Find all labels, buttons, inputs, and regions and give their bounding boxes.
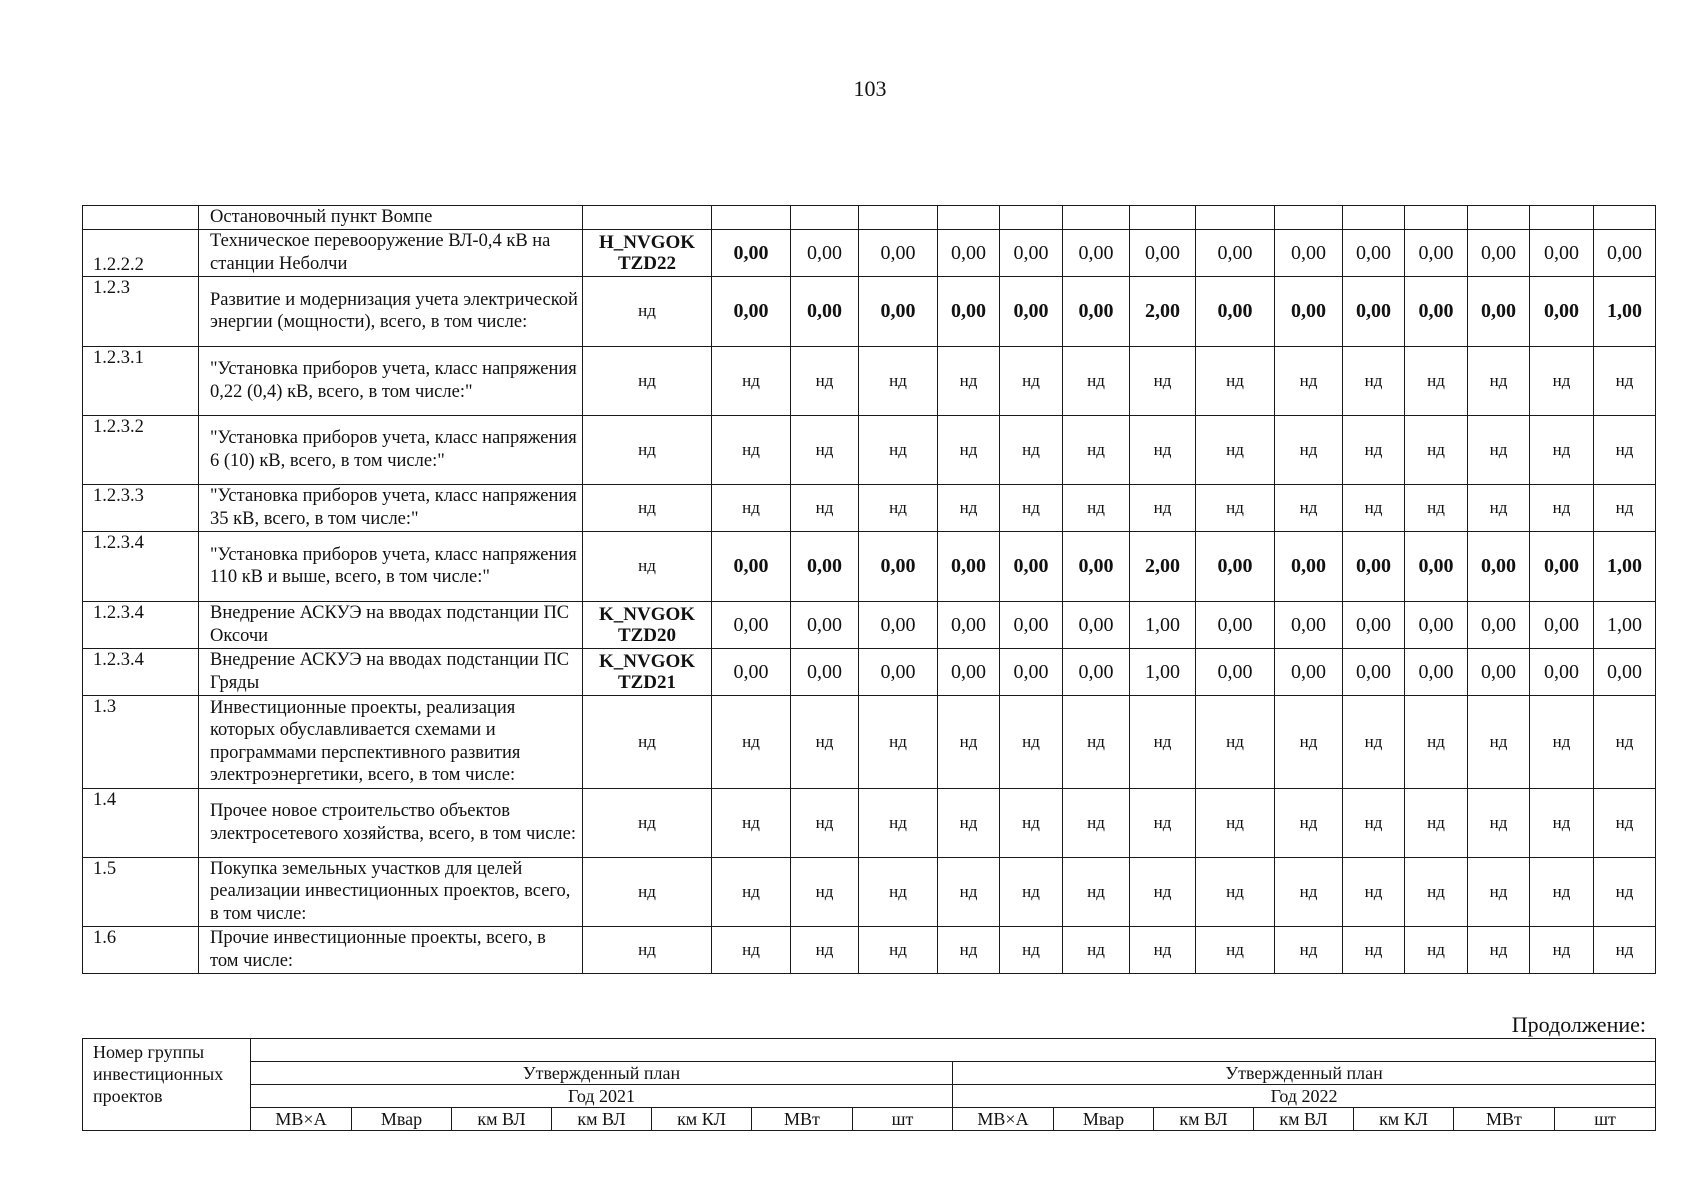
value-cell: 0,00 (1405, 601, 1468, 648)
value-cell: 0,00 (1063, 229, 1130, 276)
value-cell: нд (1196, 346, 1275, 415)
value-cell: нд (712, 926, 791, 973)
value-cell: нд (938, 857, 1000, 926)
value-cell: нд (1468, 788, 1530, 857)
value-cell: нд (1405, 788, 1468, 857)
row-number-cell: 1.2.3.4 (83, 601, 199, 648)
value-cell (1063, 206, 1130, 230)
value-cell: 0,00 (1530, 276, 1594, 346)
value-cell: нд (1343, 346, 1405, 415)
value-cell (859, 206, 938, 230)
value-cell: нд (1275, 788, 1343, 857)
value-cell: 1,00 (1594, 531, 1656, 601)
value-cell: 0,00 (938, 276, 1000, 346)
unit-header: МВт (752, 1108, 853, 1131)
row-number-cell: 1.2.3.4 (83, 648, 199, 695)
project-code-cell: нд (583, 415, 712, 484)
value-cell: нд (1063, 346, 1130, 415)
value-cell: нд (1063, 484, 1130, 531)
value-cell: нд (1405, 415, 1468, 484)
value-cell: 0,00 (1343, 229, 1405, 276)
value-cell: нд (1594, 346, 1656, 415)
project-code-cell: нд (583, 531, 712, 601)
value-cell: нд (1594, 695, 1656, 788)
unit-header: км ВЛ (452, 1108, 552, 1131)
project-code-cell: нд (583, 857, 712, 926)
value-cell: 0,00 (791, 229, 859, 276)
value-cell: нд (859, 857, 938, 926)
table-row (83, 788, 1656, 857)
value-cell: 0,00 (1343, 648, 1405, 695)
plan-2021-label: Утвержденный план (251, 1062, 953, 1085)
value-cell: 0,00 (1468, 648, 1530, 695)
value-cell: 0,00 (938, 601, 1000, 648)
value-cell: 0,00 (1130, 229, 1196, 276)
value-cell: нд (1130, 788, 1196, 857)
value-cell: нд (1594, 857, 1656, 926)
row-number-cell: 1.6 (83, 926, 199, 973)
project-name-cell: "Установка приборов учета, класс напряжения 0,22 (0,4) кВ, всего, в том числе:" (199, 346, 583, 415)
value-cell: нд (1063, 695, 1130, 788)
value-cell: 0,00 (938, 229, 1000, 276)
value-cell: нд (859, 484, 938, 531)
group-number-header: Номер группы инвестиционных проектов (83, 1039, 251, 1131)
unit-header: шт (1555, 1108, 1656, 1131)
value-cell: нд (1000, 857, 1063, 926)
value-cell: 0,00 (1000, 601, 1063, 648)
value-cell: нд (1405, 695, 1468, 788)
value-cell: нд (1130, 415, 1196, 484)
value-cell: нд (1196, 695, 1275, 788)
row-number-cell: 1.2.3.4 (83, 531, 199, 601)
value-cell: нд (1000, 415, 1063, 484)
value-cell: 1,00 (1130, 648, 1196, 695)
value-cell: 0,00 (1405, 531, 1468, 601)
value-cell: 0,00 (859, 276, 938, 346)
value-cell: нд (1275, 346, 1343, 415)
value-cell (1468, 206, 1530, 230)
value-cell: 0,00 (1530, 648, 1594, 695)
year-2021-label: Год 2021 (251, 1085, 953, 1108)
value-cell: 2,00 (1130, 531, 1196, 601)
value-cell: 0,00 (1275, 601, 1343, 648)
value-cell: 0,00 (859, 531, 938, 601)
value-cell: нд (712, 415, 791, 484)
value-cell: 0,00 (791, 601, 859, 648)
value-cell: нд (1063, 415, 1130, 484)
value-cell (1405, 206, 1468, 230)
value-cell: нд (1196, 484, 1275, 531)
value-cell: 0,00 (712, 648, 791, 695)
value-cell: нд (712, 788, 791, 857)
value-cell: нд (1130, 926, 1196, 973)
value-cell: нд (1196, 415, 1275, 484)
project-code-cell (583, 206, 712, 230)
table-row (83, 229, 1656, 276)
value-cell: 0,00 (1000, 229, 1063, 276)
project-name-cell: Покупка земельных участков для целей реализации инвестиционных проектов, всего, в том числе: (199, 857, 583, 926)
plan-2022-label: Утвержденный план (953, 1062, 1656, 1085)
value-cell: нд (1343, 415, 1405, 484)
value-cell: нд (1000, 695, 1063, 788)
value-cell: нд (1594, 788, 1656, 857)
value-cell: 0,00 (1000, 648, 1063, 695)
table-row (83, 648, 1656, 695)
value-cell: нд (1343, 484, 1405, 531)
value-cell: 0,00 (1275, 229, 1343, 276)
value-cell: 0,00 (1063, 276, 1130, 346)
value-cell (1130, 206, 1196, 230)
value-cell: нд (1196, 788, 1275, 857)
project-code-cell: K_NVGOK TZD20 (583, 601, 712, 648)
value-cell: 0,00 (1196, 531, 1275, 601)
value-cell: 0,00 (1000, 531, 1063, 601)
continuation-header-table (82, 1038, 1656, 1131)
value-cell: 0,00 (1468, 601, 1530, 648)
value-cell: нд (1063, 788, 1130, 857)
value-cell: 0,00 (712, 276, 791, 346)
value-cell: 0,00 (1405, 648, 1468, 695)
value-cell: нд (1530, 346, 1594, 415)
value-cell: 0,00 (1530, 229, 1594, 276)
value-cell: 0,00 (1275, 531, 1343, 601)
value-cell: нд (712, 484, 791, 531)
value-cell: 0,00 (791, 276, 859, 346)
value-cell: нд (1405, 857, 1468, 926)
value-cell: 0,00 (1196, 601, 1275, 648)
value-cell: 0,00 (1343, 601, 1405, 648)
project-code-cell: нд (583, 346, 712, 415)
project-name-cell: Внедрение АСКУЭ на вводах подстанции ПС Оксочи (199, 601, 583, 648)
value-cell (1275, 206, 1343, 230)
value-cell: нд (859, 788, 938, 857)
value-cell: 0,00 (859, 229, 938, 276)
value-cell (1343, 206, 1405, 230)
value-cell: 0,00 (712, 229, 791, 276)
investment-table-body (83, 206, 1656, 974)
value-cell: нд (1130, 484, 1196, 531)
value-cell (712, 206, 791, 230)
value-cell: 0,00 (938, 531, 1000, 601)
table-row (83, 276, 1656, 346)
unit-header: МВ×А (251, 1108, 352, 1131)
value-cell: нд (712, 695, 791, 788)
value-cell: нд (1594, 926, 1656, 973)
unit-header: км ВЛ (1254, 1108, 1354, 1131)
value-cell: 0,00 (859, 601, 938, 648)
value-cell: 0,00 (1196, 229, 1275, 276)
value-cell (791, 206, 859, 230)
unit-header: км ВЛ (552, 1108, 652, 1131)
project-name-cell: Техническое перевооружение ВЛ-0,4 кВ на станции Неболчи (199, 229, 583, 276)
value-cell (1530, 206, 1594, 230)
value-cell: нд (1196, 857, 1275, 926)
value-cell: нд (1594, 484, 1656, 531)
unit-header: МВ×А (953, 1108, 1054, 1131)
value-cell: 0,00 (791, 648, 859, 695)
investment-table (82, 205, 1656, 974)
project-name-cell: "Установка приборов учета, класс напряжения 6 (10) кВ, всего, в том числе:" (199, 415, 583, 484)
value-cell: нд (791, 695, 859, 788)
value-cell: 0,00 (1594, 229, 1656, 276)
value-cell: 0,00 (1343, 531, 1405, 601)
value-cell: 1,00 (1594, 276, 1656, 346)
value-cell: 0,00 (1275, 648, 1343, 695)
value-cell: нд (1468, 346, 1530, 415)
project-code-cell: нд (583, 484, 712, 531)
project-name-cell: Прочее новое строительство объектов электросетевого хозяйства, всего, в том числе: (199, 788, 583, 857)
value-cell: нд (1343, 788, 1405, 857)
value-cell: нд (1275, 926, 1343, 973)
value-cell: нд (791, 484, 859, 531)
value-cell: нд (1275, 857, 1343, 926)
value-cell: 1,00 (1130, 601, 1196, 648)
page-number: 103 (853, 76, 887, 101)
unit-header: МВт (1454, 1108, 1555, 1131)
table-row (83, 206, 1656, 230)
value-cell: 0,00 (1343, 276, 1405, 346)
value-cell: нд (1000, 484, 1063, 531)
value-cell: 0,00 (1405, 229, 1468, 276)
unit-header: Мвар (352, 1108, 452, 1131)
value-cell: нд (1530, 857, 1594, 926)
row-number-cell: 1.4 (83, 788, 199, 857)
value-cell: нд (1063, 926, 1130, 973)
unit-header: км КЛ (652, 1108, 752, 1131)
value-cell: 0,00 (1196, 648, 1275, 695)
value-cell: 0,00 (1063, 601, 1130, 648)
row-number-cell: 1.2.3.2 (83, 415, 199, 484)
row-number-cell: 1.2.3 (83, 276, 199, 346)
value-cell: нд (1000, 346, 1063, 415)
value-cell: 0,00 (859, 648, 938, 695)
value-cell: 1,00 (1594, 601, 1656, 648)
value-cell: нд (859, 415, 938, 484)
unit-header: км ВЛ (1154, 1108, 1254, 1131)
year-2022-label: Год 2022 (953, 1085, 1656, 1108)
project-code-cell: нд (583, 276, 712, 346)
row-number-cell: 1.2.3.1 (83, 346, 199, 415)
value-cell: 0,00 (1530, 531, 1594, 601)
value-cell (1594, 206, 1656, 230)
value-cell: нд (1130, 346, 1196, 415)
row-number-cell: 1.5 (83, 857, 199, 926)
value-cell: 0,00 (1594, 648, 1656, 695)
project-name-cell: Внедрение АСКУЭ на вводах подстанции ПС Гряды (199, 648, 583, 695)
value-cell: нд (1468, 857, 1530, 926)
value-cell: нд (1530, 415, 1594, 484)
value-cell: нд (791, 415, 859, 484)
value-cell: 0,00 (1468, 276, 1530, 346)
value-cell: нд (1405, 346, 1468, 415)
value-cell: 0,00 (1275, 276, 1343, 346)
project-name-cell: Инвестиционные проекты, реализация которых обуславливается схемами и программами перспективного развития электроэнергетики, всего, в том числе: (199, 695, 583, 788)
value-cell: нд (1468, 695, 1530, 788)
project-name-cell: "Установка приборов учета, класс напряжения 35 кВ, всего, в том числе:" (199, 484, 583, 531)
value-cell: 0,00 (1063, 648, 1130, 695)
value-cell: нд (938, 346, 1000, 415)
value-cell: нд (1468, 415, 1530, 484)
project-code-cell: K_NVGOK TZD21 (583, 648, 712, 695)
table-row (83, 857, 1656, 926)
project-name-cell: Прочие инвестиционные проекты, всего, в том числе: (199, 926, 583, 973)
value-cell: нд (1405, 926, 1468, 973)
blank-header-band (251, 1039, 1656, 1062)
value-cell: нд (1530, 788, 1594, 857)
value-cell: 0,00 (1468, 531, 1530, 601)
row-number-cell: 1.2.2.2 (83, 229, 199, 276)
value-cell: нд (859, 926, 938, 973)
project-code-cell: нд (583, 926, 712, 973)
value-cell: 0,00 (1530, 601, 1594, 648)
value-cell: нд (1130, 695, 1196, 788)
row-number-cell: 1.3 (83, 695, 199, 788)
value-cell: 0,00 (938, 648, 1000, 695)
value-cell: нд (938, 926, 1000, 973)
value-cell: нд (1000, 788, 1063, 857)
value-cell: нд (938, 415, 1000, 484)
value-cell: нд (859, 695, 938, 788)
value-cell: 0,00 (1468, 229, 1530, 276)
table-row (83, 601, 1656, 648)
value-cell: нд (938, 695, 1000, 788)
unit-header: Мвар (1054, 1108, 1154, 1131)
value-cell: нд (1530, 484, 1594, 531)
table-row (83, 695, 1656, 788)
value-cell: 0,00 (1196, 276, 1275, 346)
value-cell: нд (1468, 926, 1530, 973)
value-cell: 0,00 (1000, 276, 1063, 346)
value-cell: нд (1468, 484, 1530, 531)
project-name-cell: Остановочный пункт Вомпе (199, 206, 583, 230)
value-cell: нд (1343, 926, 1405, 973)
project-code-cell: нд (583, 788, 712, 857)
project-name-cell: "Установка приборов учета, класс напряжения 110 кВ и выше, всего, в том числе:" (199, 531, 583, 601)
value-cell: нд (791, 857, 859, 926)
value-cell: нд (791, 346, 859, 415)
row-number-cell (83, 206, 199, 230)
value-cell: нд (938, 484, 1000, 531)
value-cell: нд (1594, 415, 1656, 484)
value-cell: нд (1275, 695, 1343, 788)
unit-header: шт (853, 1108, 953, 1131)
value-cell: 2,00 (1130, 276, 1196, 346)
continuation-label: Продолжение: (1511, 1012, 1646, 1037)
value-cell: нд (712, 346, 791, 415)
value-cell: нд (1405, 484, 1468, 531)
value-cell: нд (1343, 857, 1405, 926)
value-cell: нд (1275, 484, 1343, 531)
value-cell: нд (1196, 926, 1275, 973)
table-row (83, 415, 1656, 484)
value-cell: нд (938, 788, 1000, 857)
value-cell (1000, 206, 1063, 230)
value-cell: 0,00 (712, 601, 791, 648)
project-name-cell: Развитие и модернизация учета электрической энергии (мощности), всего, в том числе: (199, 276, 583, 346)
value-cell: 0,00 (1405, 276, 1468, 346)
table-row (83, 346, 1656, 415)
value-cell (938, 206, 1000, 230)
value-cell: нд (1530, 926, 1594, 973)
unit-header: км КЛ (1354, 1108, 1454, 1131)
value-cell: нд (1130, 857, 1196, 926)
value-cell: нд (1000, 926, 1063, 973)
project-code-cell: H_NVGOK TZD22 (583, 229, 712, 276)
row-number-cell: 1.2.3.3 (83, 484, 199, 531)
table-row (83, 926, 1656, 973)
table-row (83, 484, 1656, 531)
value-cell: нд (791, 788, 859, 857)
value-cell: нд (1275, 415, 1343, 484)
value-cell: нд (859, 346, 938, 415)
value-cell: нд (1343, 695, 1405, 788)
value-cell (1196, 206, 1275, 230)
table-row (83, 531, 1656, 601)
value-cell: 0,00 (1063, 531, 1130, 601)
value-cell: нд (1063, 857, 1130, 926)
value-cell: 0,00 (712, 531, 791, 601)
value-cell: нд (791, 926, 859, 973)
value-cell: нд (712, 857, 791, 926)
value-cell: 0,00 (791, 531, 859, 601)
project-code-cell: нд (583, 695, 712, 788)
value-cell: нд (1530, 695, 1594, 788)
